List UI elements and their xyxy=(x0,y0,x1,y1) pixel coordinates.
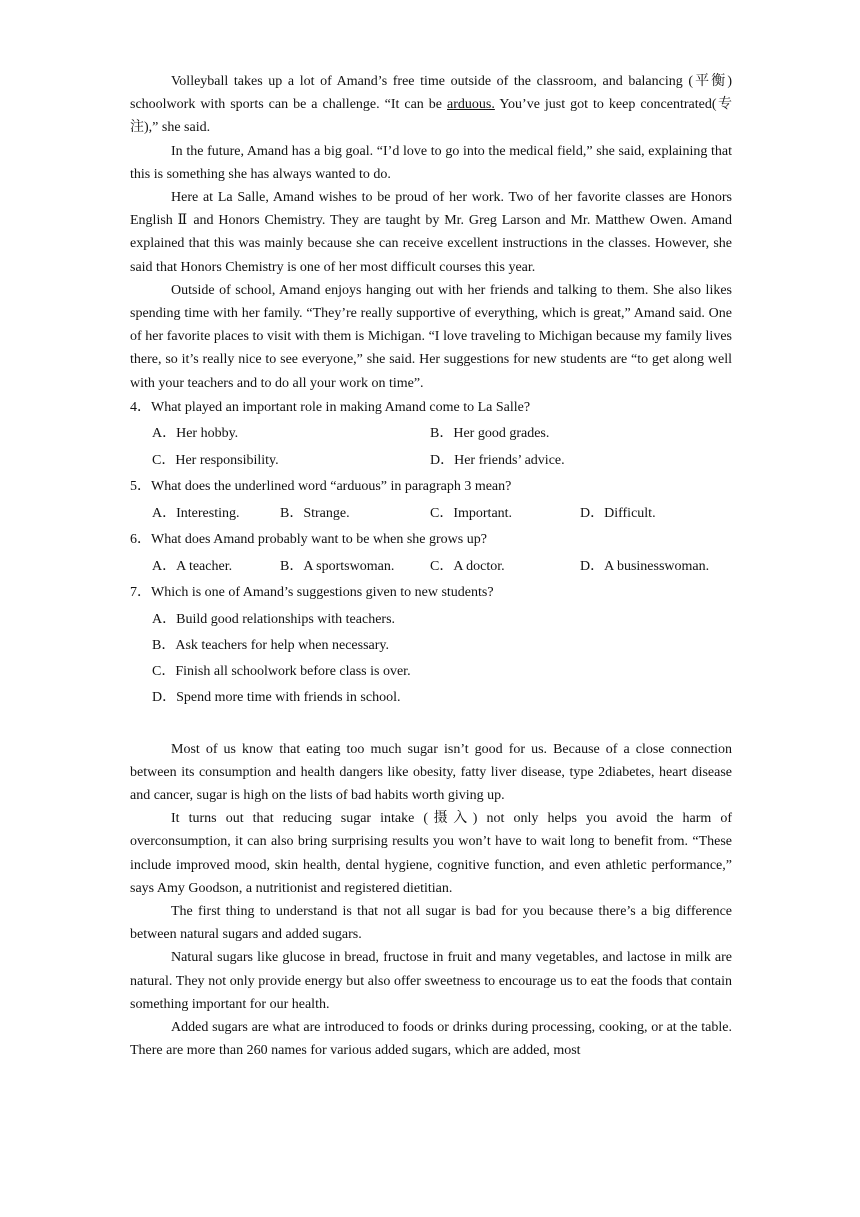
question-6-option-d: D．A businesswoman. xyxy=(580,558,710,574)
passage-separator xyxy=(130,712,732,738)
passage2-paragraph-4: Natural sugars like glucose in bread, fructose in fruit and many vegetables, and lactose in milk are natural. They not only provide energy but also offer sweetness to encourage us to eat the foods that contain something important for our health. xyxy=(130,950,732,1012)
passage2-paragraph-2: It turns out that reducing sugar intake (摄入) not only helps you avoid the harm of overconsumption, it can also bring surprising results you won’t have to wait long to benefit from. “These include improved mood, skin health, dental hygiene, cognitive function, and even athletic performance,” says Amy Goodson, a nutritionist and registered dietitian. xyxy=(130,811,732,896)
question-5-option-b: B．Strange. xyxy=(280,505,350,521)
question-5-stem: 5．What does the underlined word “arduous” in paragraph 3 mean? xyxy=(130,479,512,495)
question-4-option-c: C．Her responsibility. xyxy=(152,452,279,468)
question-4-option-b: B．Her good grades. xyxy=(430,426,550,442)
question-4-stem: 4．What played an important role in making Amand come to La Salle? xyxy=(130,399,531,415)
question-6-stem: 6．What does Amand probably want to be when she grows up? xyxy=(130,532,487,548)
question-4-option-a: A．Her hobby. xyxy=(152,426,239,442)
passage1-paragraph-3: Here at La Salle, Amand wishes to be proud of her work. Two of her favorite classes are Honors English Ⅱ and Honors Chemistry. They are taught by Mr. Greg Larson and Mr. Matthew Owen. Amand explained that this was mainly because she can receive excellent instructions in the classes. However, she said that Honors Chemistry is one of her most difficult courses this year. xyxy=(130,190,732,275)
question-5-options xyxy=(152,501,732,528)
question-6-option-c: C．A doctor. xyxy=(430,558,505,574)
question-4-options-row-2 xyxy=(152,448,732,475)
document-page xyxy=(130,70,732,1063)
p1-text-post: You’ve just got to keep concentrated(专注),” she said. xyxy=(130,97,732,136)
passage1-paragraph-1 xyxy=(130,70,732,140)
passage2-paragraph-5: Added sugars are what are introduced to foods or drinks during processing, cooking, or at the table. There are more than 260 names for various added sugars, which are added, most xyxy=(130,1020,732,1059)
passage2-paragraph-3: The first thing to understand is that not all sugar is bad for you because there’s a big difference between natural sugars and added sugars. xyxy=(130,904,732,943)
question-6-options xyxy=(152,554,732,581)
passage2-paragraph-1: Most of us know that eating too much sugar isn’t good for us. Because of a close connection between its consumption and health dangers like obesity, fatty liver disease, type 2diabetes, heart disease and cancer, sugar is high on the lists of bad habits worth giving up. xyxy=(130,741,732,804)
question-5-option-d: D．Difficult. xyxy=(580,505,656,521)
passage1-paragraph-2: In the future, Amand has a big goal. “I’d love to go into the medical field,” she said, explaining that this is something she has always wanted to do. xyxy=(130,143,732,182)
underlined-word-arduous: arduous. xyxy=(447,97,495,113)
question-5-option-c: C．Important. xyxy=(430,505,513,521)
question-7-option-a: A．Build good relationships with teachers. xyxy=(152,611,396,627)
question-7-option-c: C．Finish all schoolwork before class is over. xyxy=(152,664,411,680)
question-7-stem: 7．Which is one of Amand’s suggestions given to new students? xyxy=(130,585,494,601)
question-4-option-d: D．Her friends’ advice. xyxy=(430,452,565,468)
question-4-options-row-1 xyxy=(152,421,732,448)
passage1-paragraph-4: Outside of school, Amand enjoys hanging out with her friends and talking to them. She also likes spending time with her family. “They’re really supportive of everything, which is great,” Amand said. One of her favorite places to visit with them is Michigan. “I love traveling to Michigan because my family lives there, so it’s really nice to see everyone,” she said. Her suggestions for new students are “to get along well with your teachers and to do all your work on time”. xyxy=(130,282,732,391)
question-7-option-b: B．Ask teachers for help when necessary. xyxy=(152,638,390,654)
question-7-option-d: D．Spend more time with friends in school. xyxy=(152,690,401,706)
question-5-option-a: A．Interesting. xyxy=(152,505,240,521)
question-6-option-a: A．A teacher. xyxy=(152,558,233,574)
p1-text-pre: Volleyball takes up a lot of Amand’s free time outside of the classroom, and balancing (平衡) schoolwork with sports can be a challenge. “It can be xyxy=(130,74,732,113)
question-6-option-b: B．A sportswoman. xyxy=(280,558,395,574)
